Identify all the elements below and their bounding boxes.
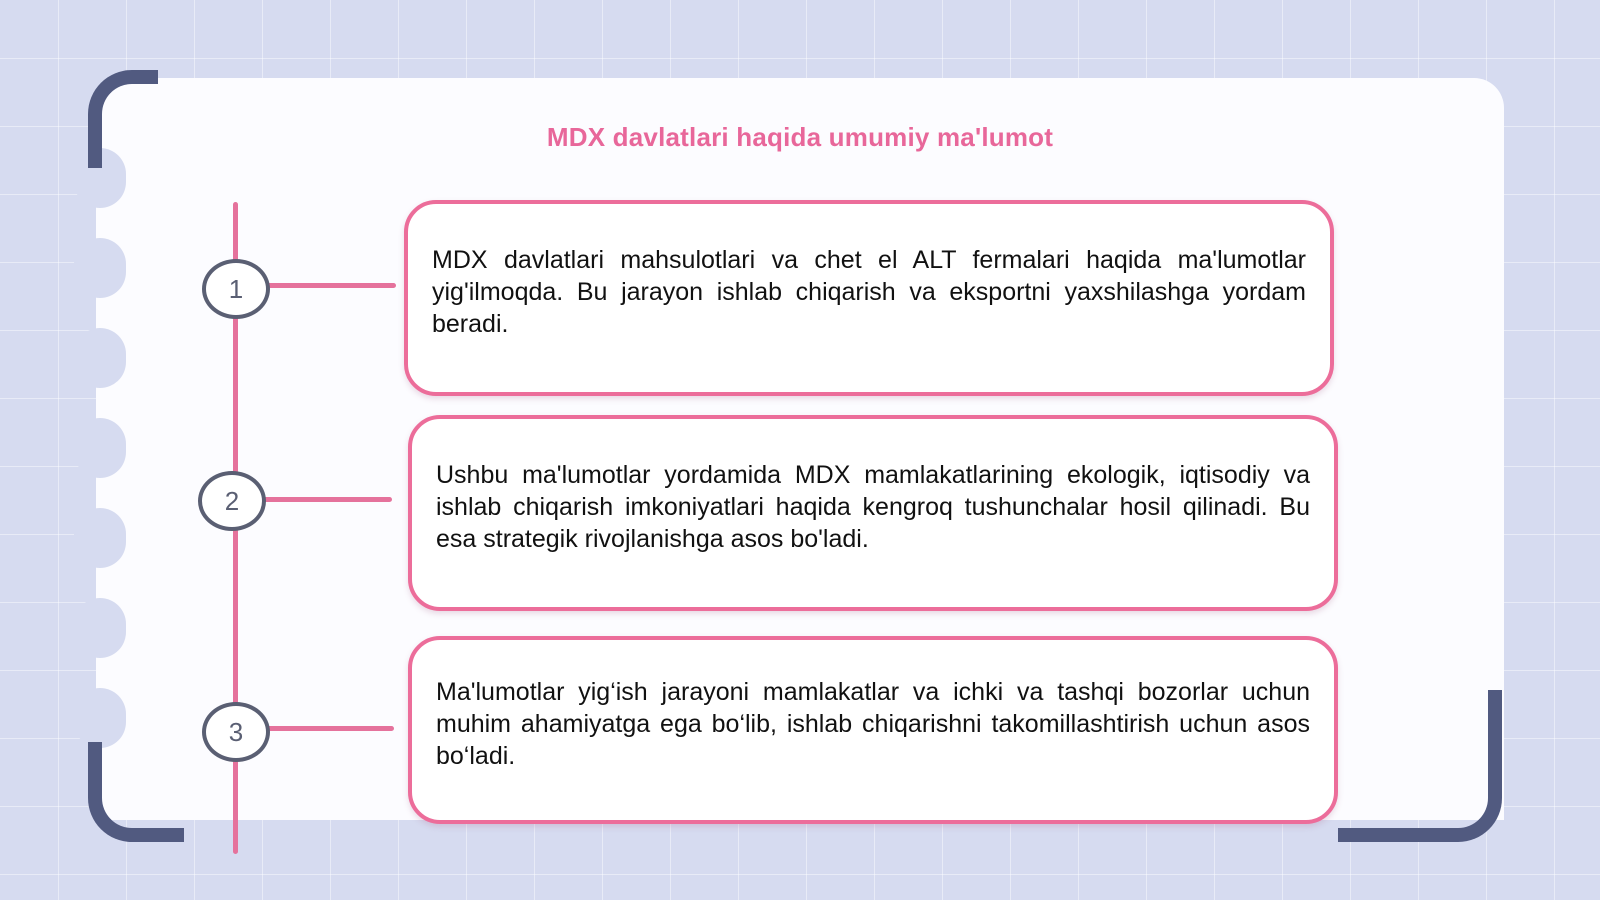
- info-box: [404, 200, 1334, 396]
- timeline-connector: [264, 726, 394, 731]
- info-text: Ma'lumotlar yig‘ish jarayoni mamlakatlar va ichki va tashqi bozorlar uchun muhim ahamiyatga ega bo‘lib, ishlab chiqarishni takomillashtirish uchun asos bo‘ladi.: [436, 678, 1310, 770]
- card-notch: [74, 328, 126, 388]
- info-box: [408, 415, 1338, 611]
- timeline-connector: [262, 497, 392, 502]
- step-number-circle: 2: [198, 471, 266, 531]
- corner-bracket-bottom-left: [88, 742, 184, 842]
- info-text: Ushbu ma'lumotlar yordamida MDX mamlakatlarining ekologik, iqtisodiy va ishlab chiqarish imkoniyatlari haqida kengroq tushunchalar hosil qilinadi. Bu esa strategik rivojlanishga asos bo'ladi.: [436, 461, 1310, 553]
- info-box: [408, 636, 1338, 824]
- step-number-circle: 3: [202, 702, 270, 762]
- card-notch: [74, 418, 126, 478]
- timeline-connector: [266, 283, 396, 288]
- card-notch: [74, 688, 126, 748]
- slide-title: MDX davlatlari haqida umumiy ma'lumot: [546, 122, 1054, 152]
- card-notch: [74, 598, 126, 658]
- corner-bracket-bottom-right: [1338, 690, 1502, 842]
- corner-bracket-top-left: [88, 70, 158, 168]
- step-number-circle: 1: [202, 259, 270, 319]
- card-notch: [74, 238, 126, 298]
- info-text: MDX davlatlari mahsulotlari va chet el ALT fermalari haqida ma'lumotlar yig'ilmoqda. Bu jarayon ishlab chiqarish va eksportni yaxshilashga yordam beradi.: [432, 246, 1306, 338]
- card-notch: [74, 508, 126, 568]
